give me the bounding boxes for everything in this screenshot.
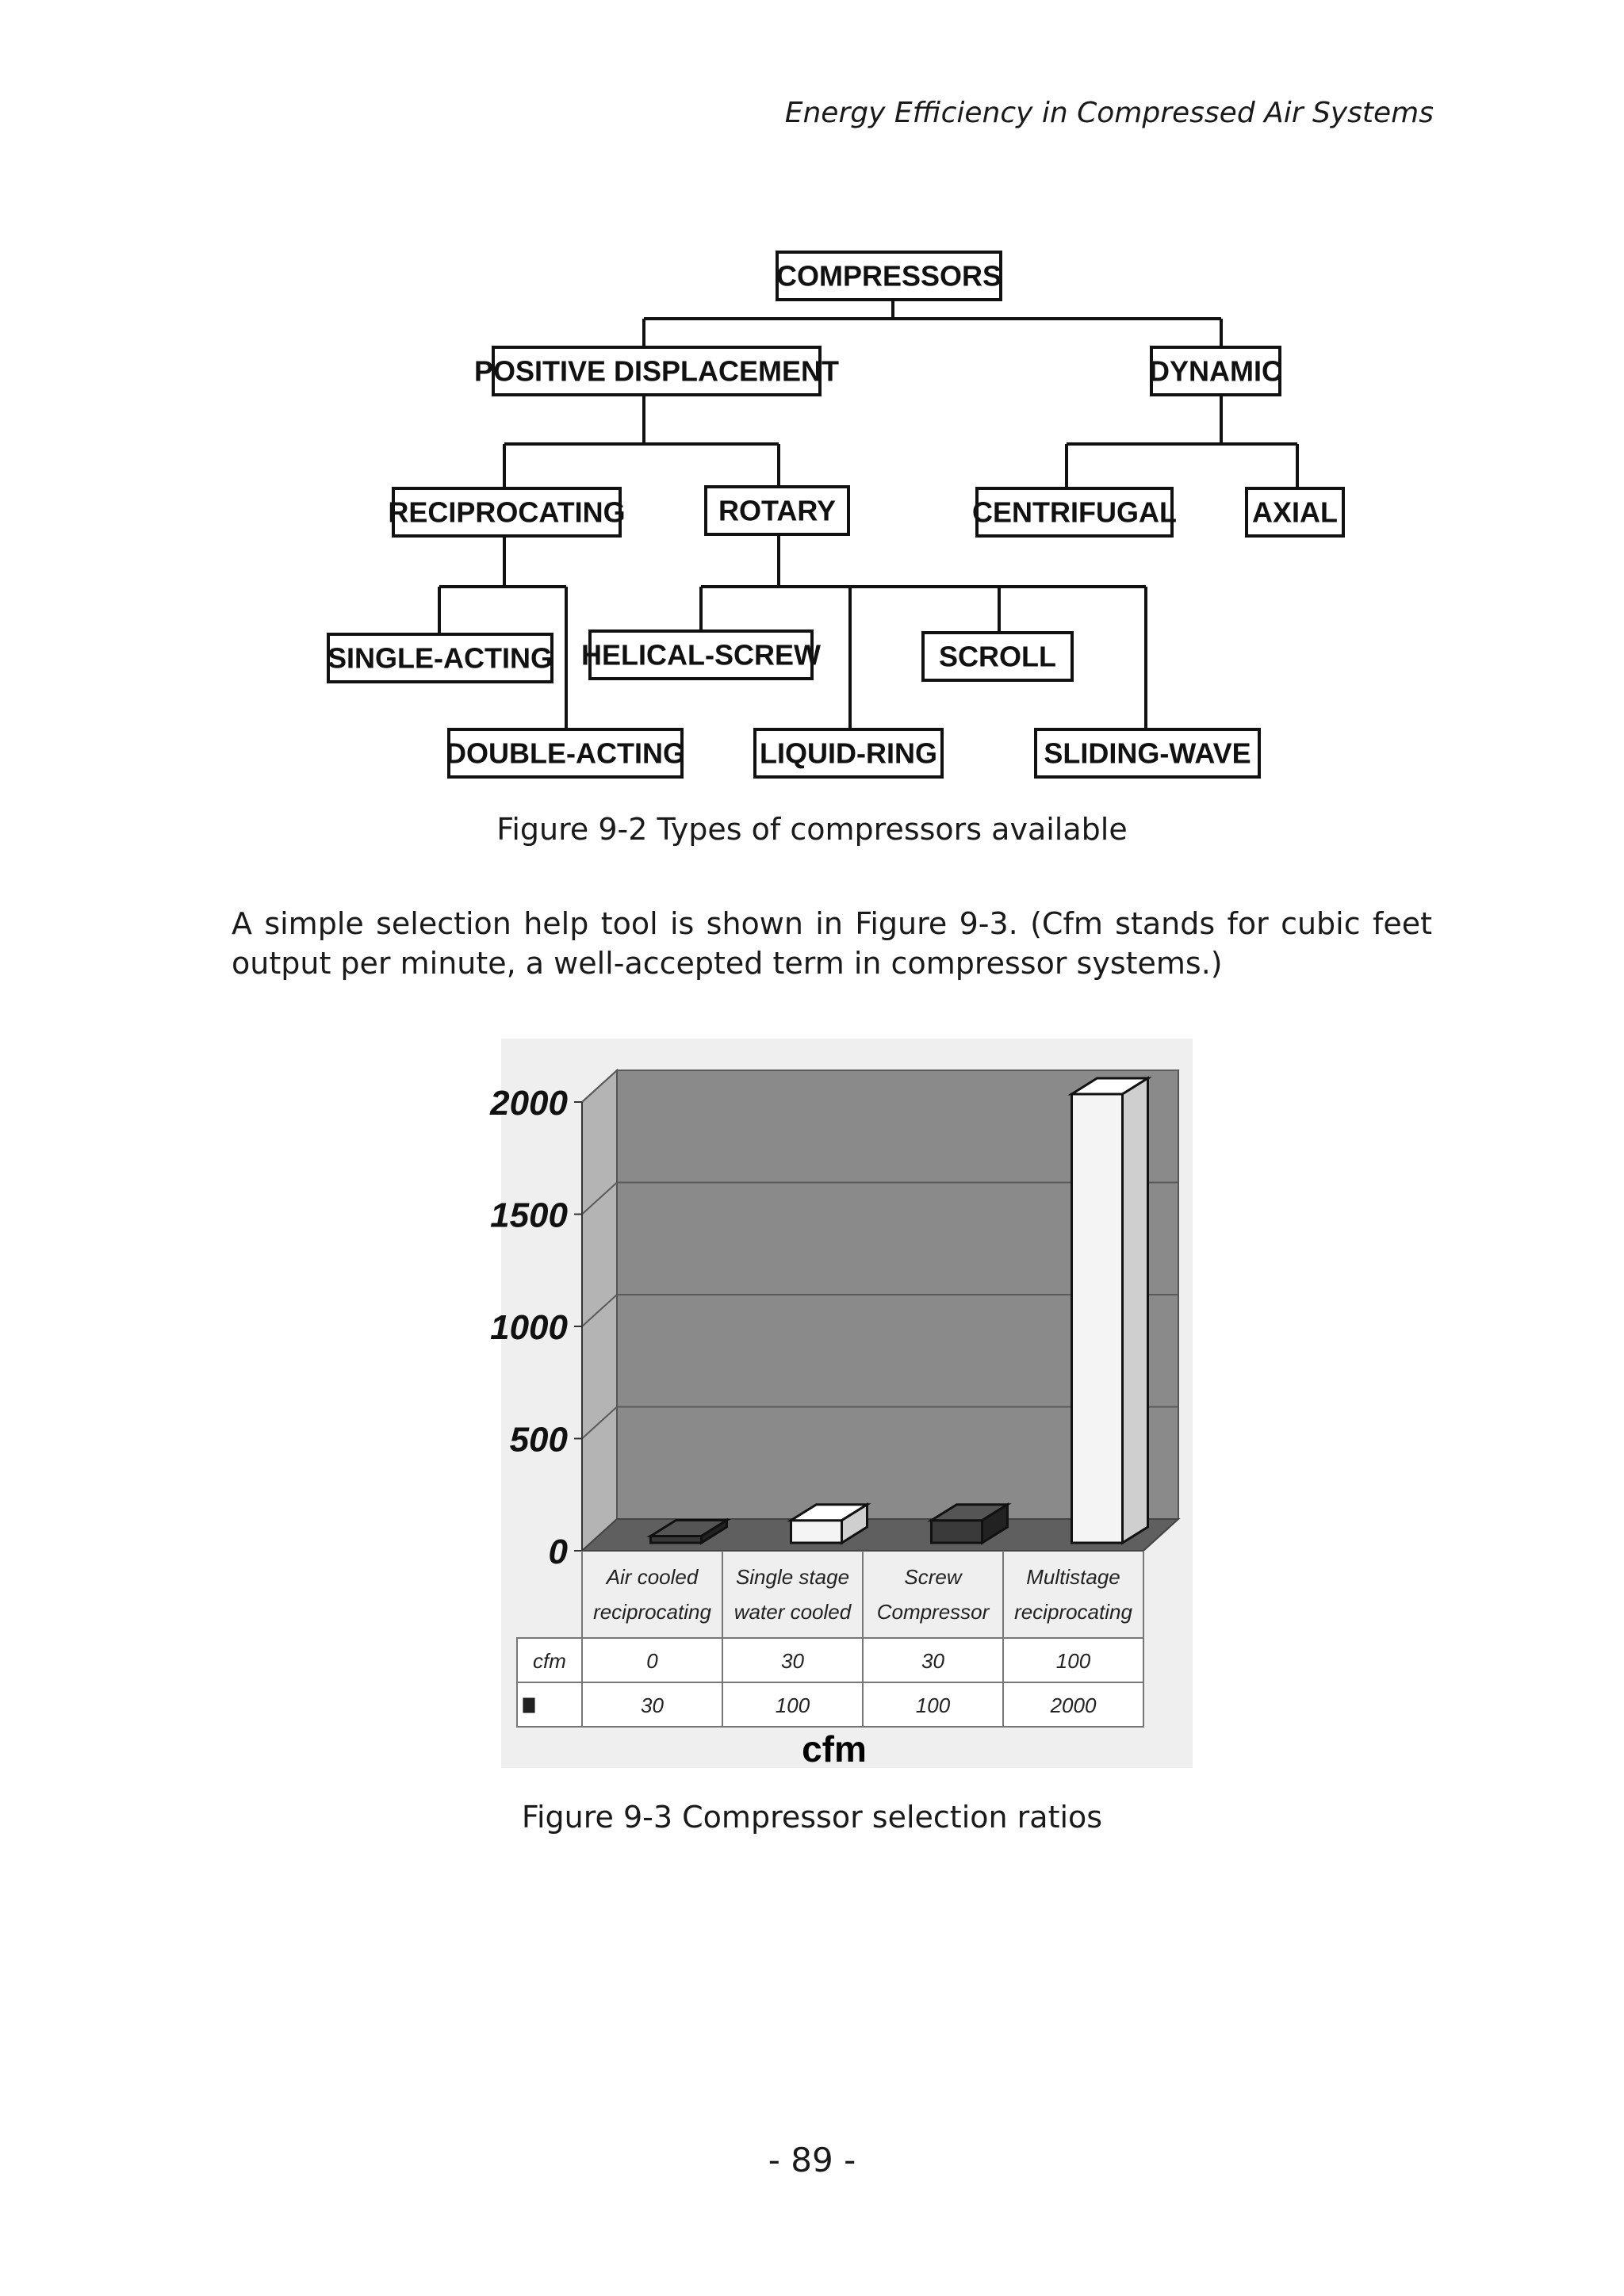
chart-legend-key [523,1698,534,1712]
chart-bar-front [932,1521,982,1543]
chart-x-axis-label: cfm [802,1728,867,1770]
chart-y-tick-label: 1500 [490,1196,568,1235]
chart-category-label: Multistage [1026,1565,1120,1589]
chart-table-value: 0 [646,1649,658,1673]
chart-table-value: 100 [1055,1649,1091,1673]
svg-text:DOUBLE-ACTING: DOUBLE-ACTING [446,737,685,770]
chart-category-label: reciprocating [593,1600,711,1624]
chart-y-tick-label: 0 [548,1533,568,1571]
svg-text:ROTARY: ROTARY [718,494,836,527]
svg-text:AXIAL: AXIAL [1252,496,1338,529]
chart-y-tick-label: 1000 [490,1308,568,1347]
chart-table-value: 30 [781,1649,804,1673]
chart-category-label: Air cooled [606,1565,699,1589]
body-paragraph: A simple selection help tool is shown in Figure 9-3. (Cfm stands for cubic feet output per minute, a well-accepted term in compressor systems.) [232,906,1432,981]
chart-bar-front [1072,1094,1123,1543]
chart-data-table [517,1551,1143,1727]
chart-category-label: Screw [904,1565,962,1589]
running-header: Energy Efficiency in Compressed Air Systems [784,97,1434,129]
chart-bar [1072,1078,1148,1543]
svg-text:COMPRESSORS: COMPRESSORS [776,259,1002,293]
chart-category-label: reciprocating [1014,1600,1132,1624]
chart-bar-front [791,1521,842,1543]
chart-bar-side [1123,1078,1148,1543]
figure-9-2-caption: Figure 9-2 Types of compressors available [496,812,1128,847]
chart-table-value: 2000 [1050,1693,1097,1717]
chart-category-label: Single stage [735,1565,850,1589]
chart-category-label: water cooled [733,1600,852,1624]
chart-table-value: 100 [915,1693,951,1717]
svg-text:SCROLL: SCROLL [939,640,1056,673]
figure-9-3-caption: Figure 9-3 Compressor selection ratios [521,1800,1103,1835]
svg-text:LIQUID-RING: LIQUID-RING [760,737,937,770]
svg-text:SINGLE-ACTING: SINGLE-ACTING [327,641,553,675]
chart-y-tick-label: 500 [509,1420,568,1460]
svg-text:POSITIVE DISPLACEMENT: POSITIVE DISPLACEMENT [473,354,840,388]
chart-y-tick-label: 2000 [490,1084,568,1123]
svg-text:HELICAL-SCREW: HELICAL-SCREW [581,638,821,672]
chart-category-label: Compressor [876,1600,990,1624]
svg-text:SLIDING-WAVE: SLIDING-WAVE [1044,737,1251,770]
svg-text:CENTRIFUGAL: CENTRIFUGAL [972,496,1177,529]
page-number: - 89 - [768,2141,856,2179]
chart-table-value: 30 [641,1693,664,1717]
chart-table-value: 30 [921,1649,944,1673]
svg-text:DYNAMIC: DYNAMIC [1149,354,1282,388]
chart-table-value: 100 [775,1693,810,1717]
svg-text:RECIPROCATING: RECIPROCATING [388,496,626,529]
chart-series-name: cfm [533,1649,566,1673]
